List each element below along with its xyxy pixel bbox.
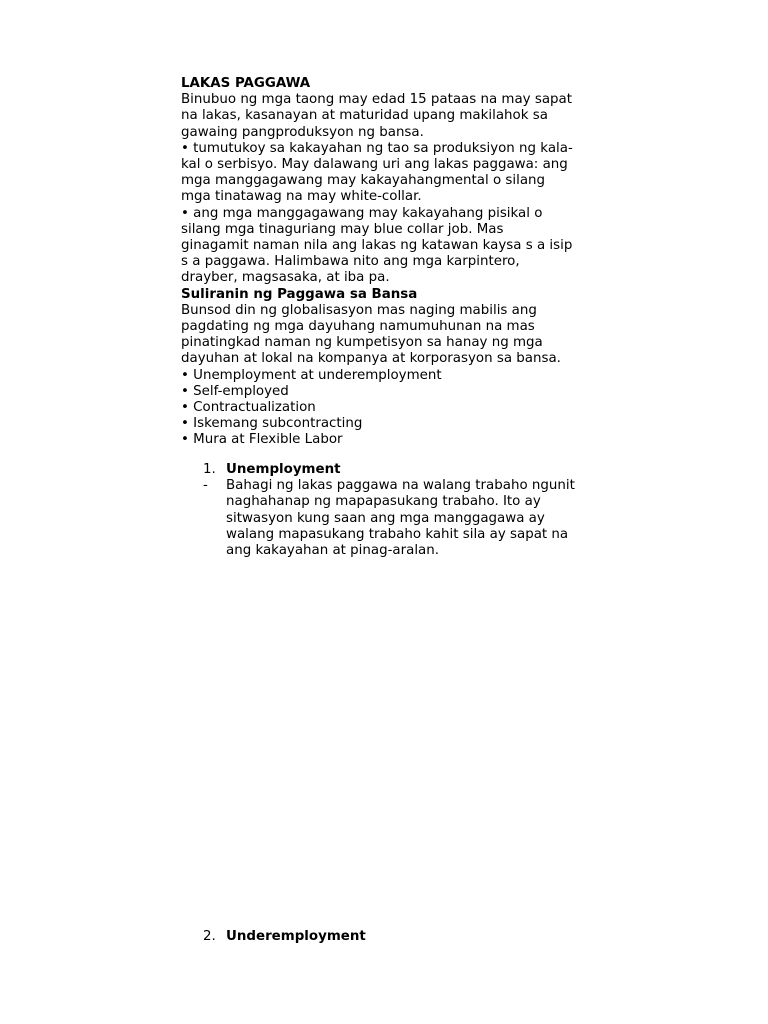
section-subheading: Suliranin ng Paggawa sa Bansa (181, 286, 418, 302)
intro-line: • tumutukoy sa kakayahan ng tao sa produksiyon ng kala- (181, 140, 573, 156)
definition-line: walang mapasukang trabaho kahit sila ay sapat na (226, 526, 569, 542)
intro-line: s a paggawa. Halimbawa nito ang mga karpintero, (181, 254, 520, 270)
list-item-title: Underemployment (226, 929, 366, 944)
paragraph-line: pinatingkad naman ng kumpetisyon sa hanay ng mga (181, 335, 543, 351)
paragraph-line: pagdating ng mga dayuhang namumuhunan na mas (181, 319, 535, 335)
intro-line: mga manggagawang may kakayahangmental o silang (181, 173, 546, 189)
intro-line: na lakas, kasanayan at maturidad upang makilahok sa (181, 108, 548, 124)
bullet-item: • Iskemang subcontracting (181, 416, 363, 432)
bullet-item: • Contractualization (181, 400, 316, 416)
intro-line: mga tinatawag na may white-collar. (181, 189, 422, 205)
intro-paragraph (181, 92, 601, 286)
dash-marker: - (203, 478, 208, 494)
definition-line: naghahanap ng mapapasukang trabaho. Ito ay (226, 494, 541, 510)
bullet-item: • Unemployment at underemployment (181, 367, 442, 383)
paragraph-line: dayuhan at lokal na kompanya at korporasyon sa bansa. (181, 351, 561, 367)
intro-line: gawaing pangproduksyon ng bansa. (181, 124, 424, 140)
definition-line: sitwasyon kung saan ang mga manggagawa ay (226, 510, 545, 526)
definition-item (181, 478, 601, 559)
intro-line: silang mga tinaguriang may blue collar job. Mas (181, 221, 504, 237)
intro-line: ginagamit naman nila ang lakas ng katawan kaysa s a isip (181, 238, 573, 254)
section-heading: LAKAS PAGGAWA (181, 76, 311, 91)
problems-bullet-list (181, 368, 601, 449)
numbered-item-2 (181, 929, 601, 945)
bullet-item: • Self-employed (181, 383, 289, 399)
numbered-item-heading (181, 929, 601, 945)
list-number: 2. (203, 929, 216, 944)
list-item-title: Unemployment (226, 462, 341, 477)
intro-line: kal o serbisyo. May dalawang uri ang lakas paggawa: ang (181, 157, 568, 173)
list-number: 1. (203, 462, 216, 477)
definition-text (226, 478, 601, 559)
definition-line: ang kakayahan at pinag-aralan. (226, 543, 440, 558)
problems-paragraph (181, 303, 601, 368)
document-body (181, 76, 601, 449)
paragraph-line: Bunsod din ng globalisasyon mas naging mabilis ang (181, 302, 537, 318)
definition-line: Bahagi ng lakas paggawa na walang trabaho ngunit (226, 478, 575, 494)
numbered-item-heading (181, 462, 601, 478)
intro-line: Binubuo ng mga taong may edad 15 pataas na may sapat (181, 92, 573, 108)
numbered-item-1 (181, 462, 601, 559)
intro-line: drayber, magsasaka, at iba pa. (181, 270, 390, 286)
intro-line: • ang mga manggagawang may kakayahang pisikal o (181, 205, 543, 221)
bullet-item: • Mura at Flexible Labor (181, 432, 343, 448)
